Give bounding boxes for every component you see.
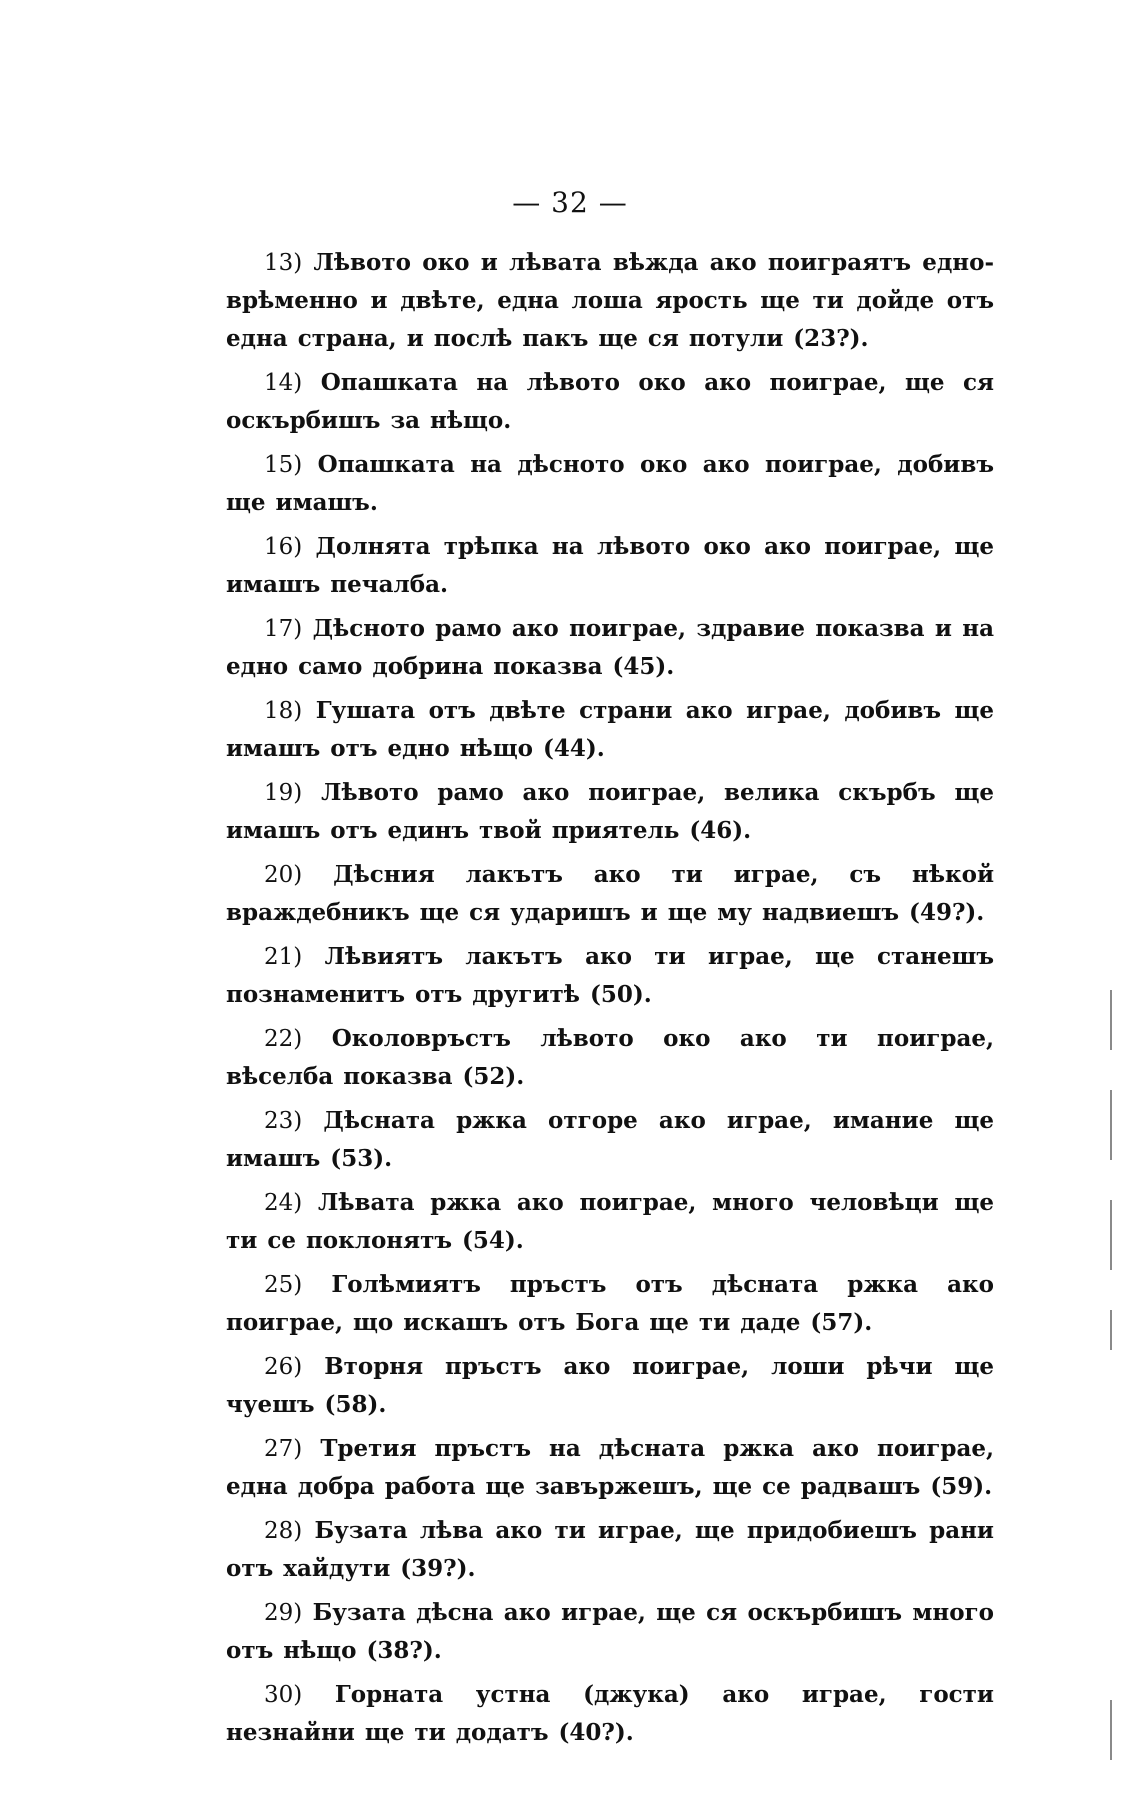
paragraph <box>226 1676 994 1752</box>
item-number: 23) <box>264 1108 303 1134</box>
paragraph <box>226 692 994 768</box>
paragraph <box>226 1102 994 1178</box>
paragraph <box>226 610 994 686</box>
scan-edge-mark <box>1110 990 1112 1050</box>
item-number: 22) <box>264 1026 303 1052</box>
item-number: 28) <box>264 1518 303 1544</box>
item-number: 27) <box>264 1436 303 1462</box>
item-text: Вторня пръстъ ако поиграе, лоши рѣчи ще чуешъ (58). <box>226 1353 994 1418</box>
item-text: Опашката на лѣвото око ако поиграе, ще ся оскърбишъ за нѣщо. <box>226 369 994 434</box>
item-text: Голѣмиятъ пръстъ отъ дѣсната ржка ако поиграе, що искашъ отъ Бога ще ти даде (57). <box>226 1271 994 1336</box>
item-number: 20) <box>264 862 303 888</box>
item-number: 29) <box>264 1600 303 1626</box>
item-number: 16) <box>264 534 303 560</box>
paragraph <box>226 774 994 850</box>
item-number: 13) <box>264 250 303 276</box>
item-text: Гушата отъ двѣте страни ако играе, добивъ ще имашъ отъ едно нѣщо (44). <box>226 697 995 762</box>
scan-edge-mark <box>1110 1200 1112 1270</box>
paragraph <box>226 1266 994 1342</box>
item-text: Опашката на дѣсното око ако поиграе, добивъ ще имашъ. <box>226 451 994 516</box>
text-block <box>226 244 994 1758</box>
item-number: 17) <box>264 616 303 642</box>
scan-edge-mark <box>1110 1700 1112 1760</box>
page-number: — 32 — <box>512 186 628 219</box>
item-number: 18) <box>264 698 303 724</box>
item-text: Третия пръстъ на дѣсната ржка ако поиграе, една добра работа ще завържешъ, ще се радвашъ (59). <box>226 1435 994 1500</box>
item-number: 26) <box>264 1354 303 1380</box>
item-text: Дѣсната ржка отгоре ако играе, имание ще имашъ (53). <box>226 1107 994 1172</box>
paragraph <box>226 1184 994 1260</box>
paragraph <box>226 446 994 522</box>
paragraph <box>226 528 994 604</box>
paragraph <box>226 1430 994 1506</box>
paragraph <box>226 1594 994 1670</box>
paragraph <box>226 938 994 1014</box>
item-text: Бузата дѣсна ако играе, ще ся оскърбишъ много отъ нѣщо (38?). <box>226 1599 994 1664</box>
item-text: Горната устна (джука) ако играе, гости незнайни ще ти додатъ (40?). <box>226 1681 994 1746</box>
item-text: Дѣсното рамо ако поиграе, здравие показва и на едно само добрина показва (45). <box>226 615 994 680</box>
item-text: Бузата лѣва ако ти играе, ще придобиешъ рани отъ хайдути (39?). <box>226 1517 994 1582</box>
item-text: Долнята трѣпка на лѣвото око ако поиграе, ще имашъ печалба. <box>226 533 994 598</box>
paragraph <box>226 364 994 440</box>
paragraph <box>226 244 994 358</box>
paragraph <box>226 856 994 932</box>
item-text: Лѣвата ржка ако поиграе, много человѣци ще ти се поклонятъ (54). <box>226 1189 994 1254</box>
item-number: 21) <box>264 944 303 970</box>
item-number: 14) <box>264 370 303 396</box>
paragraph <box>226 1512 994 1588</box>
item-number: 25) <box>264 1272 303 1298</box>
item-number: 19) <box>264 780 303 806</box>
item-text: Лѣвото рамо ако поиграе, велика скърбъ ще имашъ отъ единъ твой приятель (46). <box>226 779 994 844</box>
scan-edge-mark <box>1110 1310 1112 1350</box>
item-text: Околовръстъ лѣвото око ако ти поиграе, вѣселба показва (52). <box>226 1025 994 1090</box>
scan-edge-mark <box>1110 1090 1112 1160</box>
item-text: Лѣвото око и лѣвата вѣжда ако поиграятъ едно-врѣменно и двѣте, една лоша ярость ще ти дойде отъ една страна, и послѣ пакъ ще ся потули (23?). <box>226 249 994 352</box>
item-text: Лѣвиятъ лакътъ ако ти играе, ще станешъ познаменитъ отъ другитѣ (50). <box>226 943 994 1008</box>
paragraph <box>226 1020 994 1096</box>
item-number: 15) <box>264 452 303 478</box>
item-number: 30) <box>264 1682 303 1708</box>
item-text: Дѣсния лакътъ ако ти играе, съ нѣкой враждебникъ ще ся ударишъ и ще му надвиешъ (49?). <box>226 861 994 926</box>
item-number: 24) <box>264 1190 303 1216</box>
paragraph <box>226 1348 994 1424</box>
